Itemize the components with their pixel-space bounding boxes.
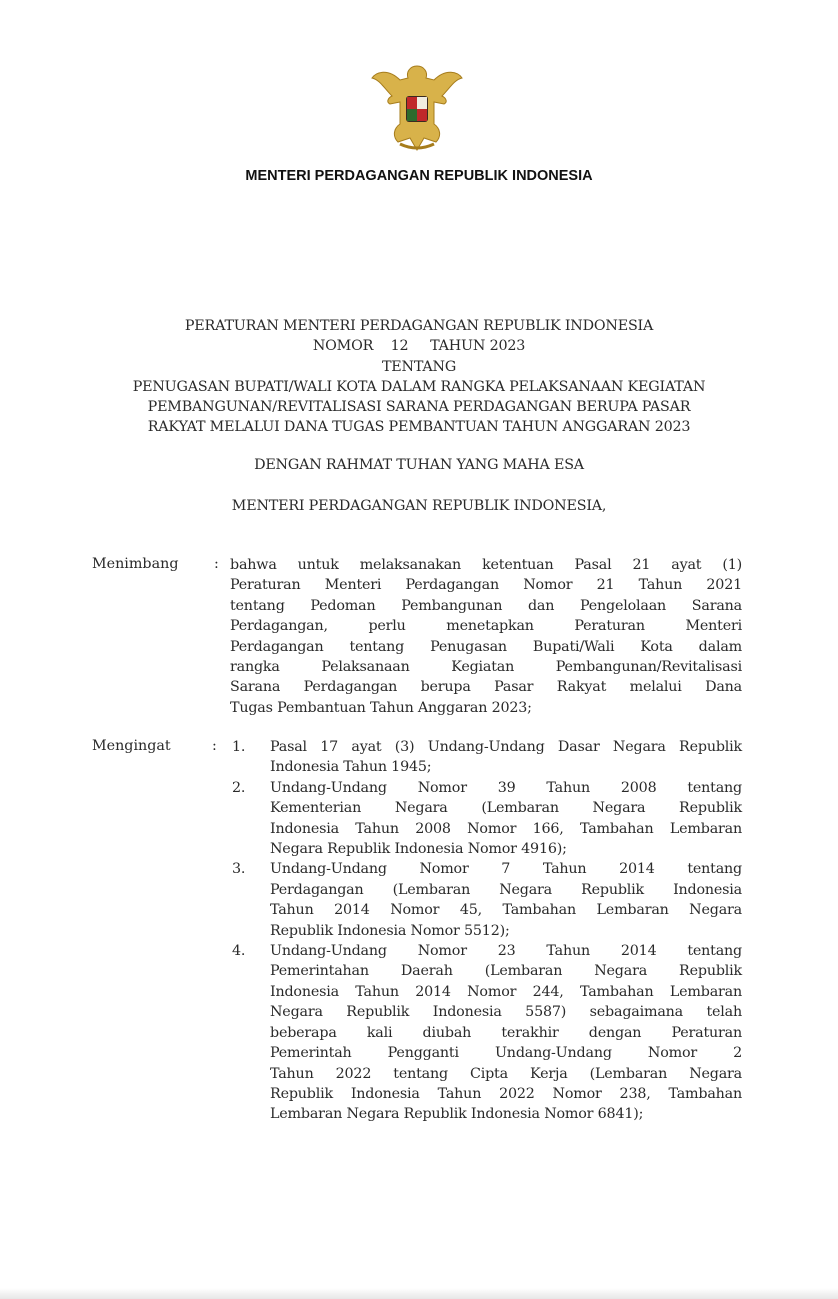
text-line: Lembaran Negara Republik Indonesia Nomor 6841);	[270, 1106, 644, 1123]
list-item	[232, 859, 742, 941]
item-number: 4.	[232, 943, 246, 960]
text-line: Peraturan Menteri Perdagangan Nomor 21 Tahun 2021	[230, 577, 742, 594]
list-item	[232, 737, 742, 778]
regulation-title	[0, 316, 838, 438]
issuer: MENTERI PERDAGANGAN REPUBLIK INDONESIA,	[231, 498, 607, 514]
mengingat-colon: :	[212, 738, 217, 754]
text-line: bahwa untuk melaksanakan ketentuan Pasal 21 ayat (1)	[230, 557, 742, 573]
ministry-heading: MENTERI PERDAGANGAN REPUBLIK INDONESIA	[245, 168, 593, 184]
text-line: Perdagangan (Lembaran Negara Republik Indonesia	[270, 881, 742, 898]
text-line: Pemerintahan Daerah (Lembaran Negara Republik	[270, 963, 742, 980]
item-number: 3.	[232, 861, 246, 878]
subject-line: RAKYAT MELALUI DANA TUGAS PEMBANTUAN TAHUN ANGGARAN 2023	[147, 419, 691, 436]
item-number: 2.	[232, 779, 246, 796]
regulation-number: NOMOR 12 TAHUN 2023	[312, 338, 526, 355]
text-line: Perdagangan, perlu menetapkan Peraturan Menteri	[230, 618, 742, 635]
text-line: Undang-Undang Nomor 23 Tahun 2014 tentang	[270, 943, 742, 960]
invocation: DENGAN RAHMAT TUHAN YANG MAHA ESA	[254, 457, 584, 473]
text-line: tentang Pedoman Pembangunan dan Pengelolaan Sarana	[230, 597, 742, 614]
text-line: Tahun 2022 tentang Cipta Kerja (Lembaran Negara	[270, 1065, 742, 1082]
text-line: rangka Pelaksanaan Kegiatan Pembangunan/Revitalisasi	[230, 659, 742, 676]
text-line: Negara Republik Indonesia 5587) sebagaimana telah	[270, 1004, 742, 1021]
text-line: Undang-Undang Nomor 39 Tahun 2008 tentang	[270, 779, 742, 796]
text-line: Pemerintah Pengganti Undang-Undang Nomor 2	[270, 1045, 742, 1062]
subject-line: PEMBANGUNAN/REVITALISASI SARANA PERDAGANGAN BERUPA PASAR	[147, 399, 691, 416]
list-item	[232, 778, 742, 860]
text-line: Republik Indonesia Tahun 2022 Nomor 238, Tambahan	[270, 1085, 742, 1102]
text-line: Perdagangan tentang Penugasan Bupati/Wali Kota dalam	[230, 638, 742, 655]
menimbang-label: Menimbang	[92, 556, 179, 572]
mengingat-list	[232, 737, 742, 1125]
regulation-type: PERATURAN MENTERI PERDAGANGAN REPUBLIK INDONESIA	[184, 318, 654, 334]
text-line: Undang-Undang Nomor 7 Tahun 2014 tentang	[270, 861, 742, 878]
text-line: Tugas Pembantuan Tahun Anggaran 2023;	[230, 699, 532, 716]
garuda-emblem-icon	[370, 58, 464, 154]
text-line: Indonesia Tahun 2014 Nomor 244, Tambahan Lembaran	[270, 983, 742, 1000]
text-line: Tahun 2014 Nomor 45, Tambahan Lembaran Negara	[270, 902, 742, 919]
text-line: Sarana Perdagangan berupa Pasar Rakyat melalui Dana	[230, 679, 742, 696]
text-line: beberapa kali diubah terakhir dengan Peraturan	[270, 1024, 742, 1041]
text-line: Indonesia Tahun 2008 Nomor 166, Tambahan Lembaran	[270, 820, 742, 837]
menimbang-body	[230, 555, 742, 718]
menimbang-colon: :	[214, 556, 219, 572]
subject-line: PENUGASAN BUPATI/WALI KOTA DALAM RANGKA PELAKSANAAN KEGIATAN	[132, 378, 706, 395]
scan-edge	[0, 1288, 838, 1299]
text-line: Indonesia Tahun 1945;	[270, 759, 432, 776]
list-item	[232, 941, 742, 1125]
item-number: 1.	[232, 739, 246, 755]
text-line: Kementerian Negara (Lembaran Negara Republik	[270, 800, 742, 817]
text-line: Negara Republik Indonesia Nomor 4916);	[270, 841, 567, 858]
text-line: Republik Indonesia Nomor 5512);	[270, 922, 510, 939]
text-line: Pasal 17 ayat (3) Undang-Undang Dasar Negara Republik	[270, 739, 742, 755]
mengingat-label: Mengingat	[92, 738, 171, 754]
tentang-label: TENTANG	[381, 358, 457, 375]
